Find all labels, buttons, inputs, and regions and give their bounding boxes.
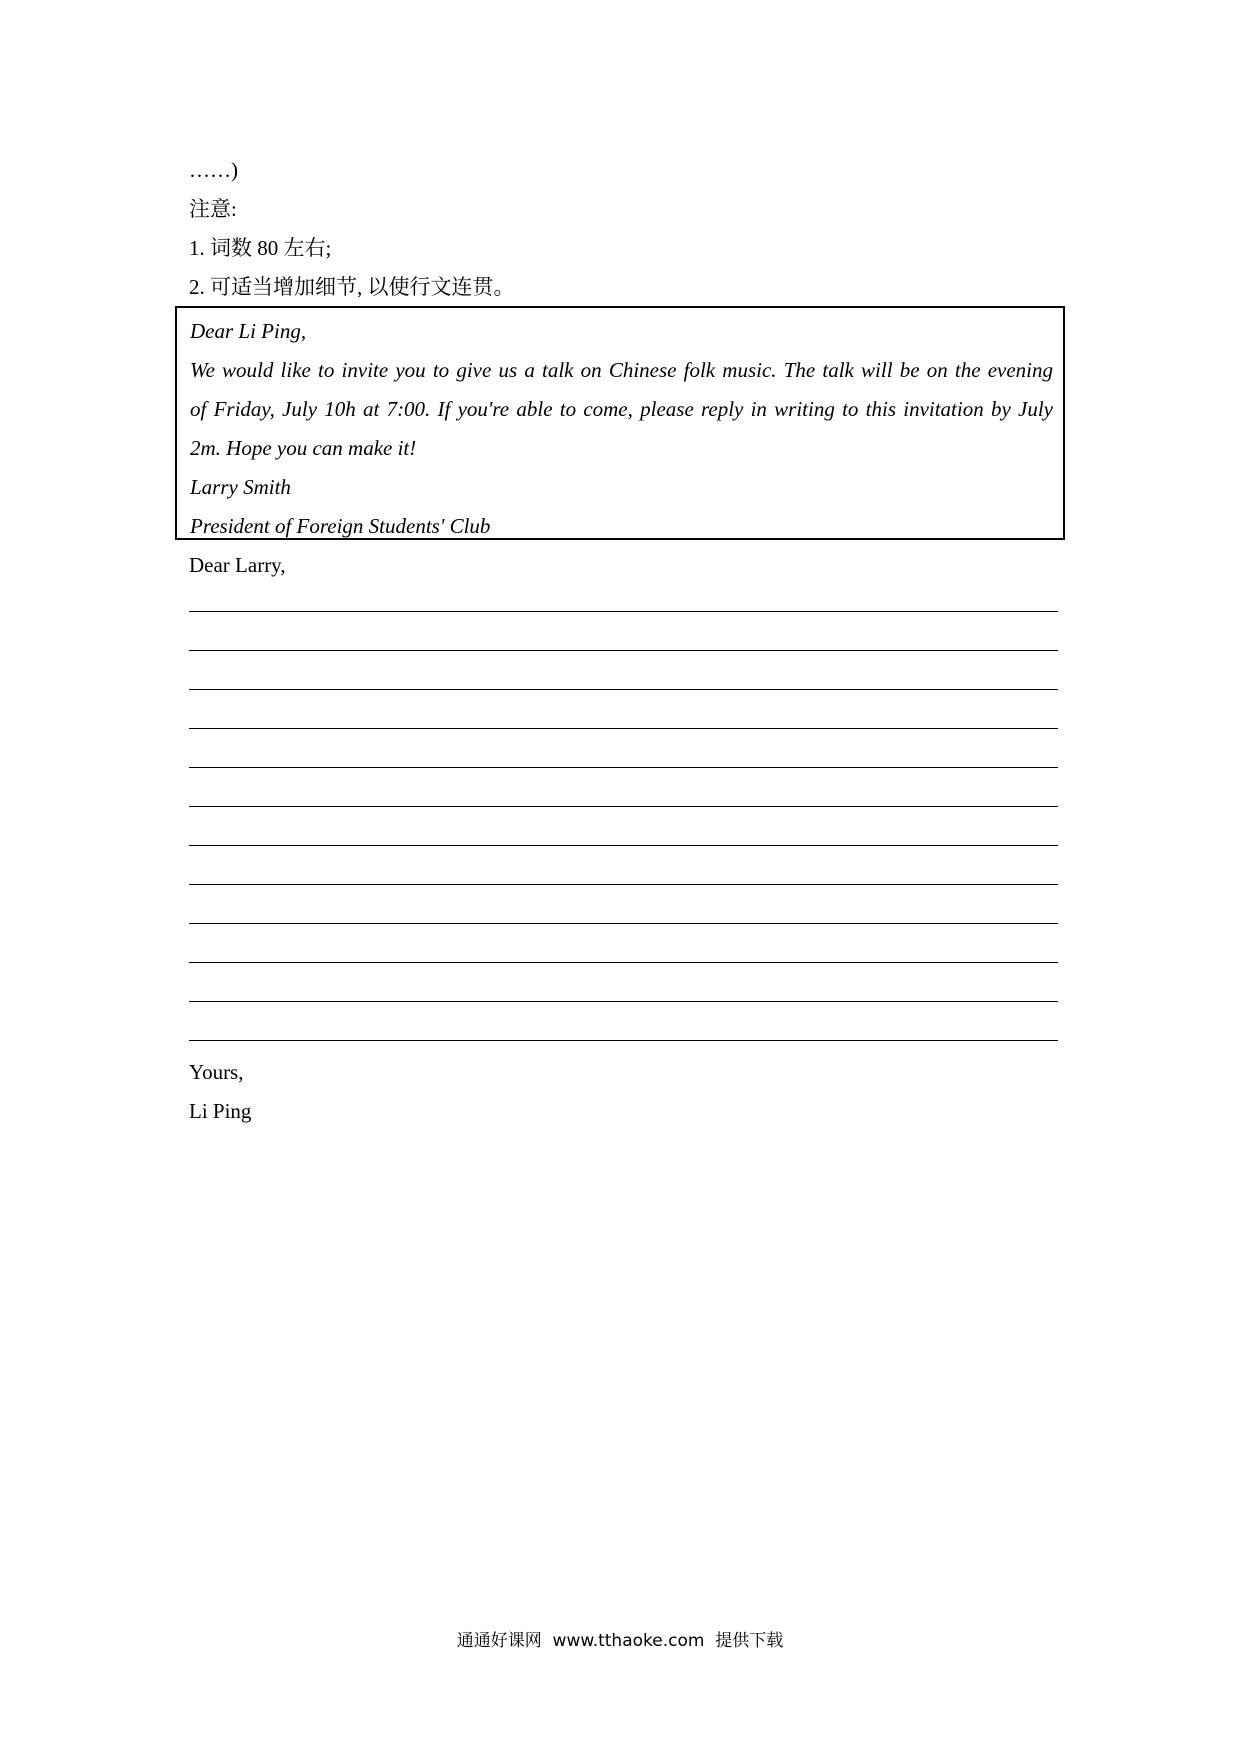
invitation-box <box>175 306 1065 540</box>
writing-line <box>189 1001 1058 1002</box>
invitation-body-line: of Friday, July 10h at 7:00. If you're able to come, please reply in writing to this invitation by July <box>190 397 1053 421</box>
invitation-body-line: We would like to invite you to give us a talk on Chinese folk music. The talk will be on the evening <box>190 358 1053 382</box>
invitation-body-line: 2m. Hope you can make it! <box>190 436 417 460</box>
writing-line <box>189 767 1058 768</box>
writing-line <box>189 689 1058 690</box>
writing-line <box>189 962 1058 963</box>
invitation-signer-title: President of Foreign Students' Club <box>190 514 491 538</box>
note-item: 2. 可适当增加细节, 以使行文连贯。 <box>189 275 515 299</box>
reply-signature: Li Ping <box>189 1099 252 1123</box>
writing-line <box>189 1040 1058 1041</box>
reply-closing: Yours, <box>189 1060 244 1084</box>
invitation-signer: Larry Smith <box>190 475 291 499</box>
writing-line <box>189 923 1058 924</box>
writing-line <box>189 884 1058 885</box>
invitation-greeting: Dear Li Ping, <box>190 319 307 343</box>
writing-line <box>189 806 1058 807</box>
writing-line <box>189 845 1058 846</box>
continuation-text: ……) <box>189 158 238 182</box>
writing-line <box>189 611 1058 612</box>
reply-greeting: Dear Larry, <box>189 553 286 577</box>
writing-line <box>189 650 1058 651</box>
writing-line <box>189 728 1058 729</box>
note-title: 注意: <box>189 197 237 221</box>
footer-text: 通通好课网 www.tthaoke.com 提供下载 <box>456 1631 784 1651</box>
note-item: 1. 词数 80 左右; <box>189 236 332 260</box>
